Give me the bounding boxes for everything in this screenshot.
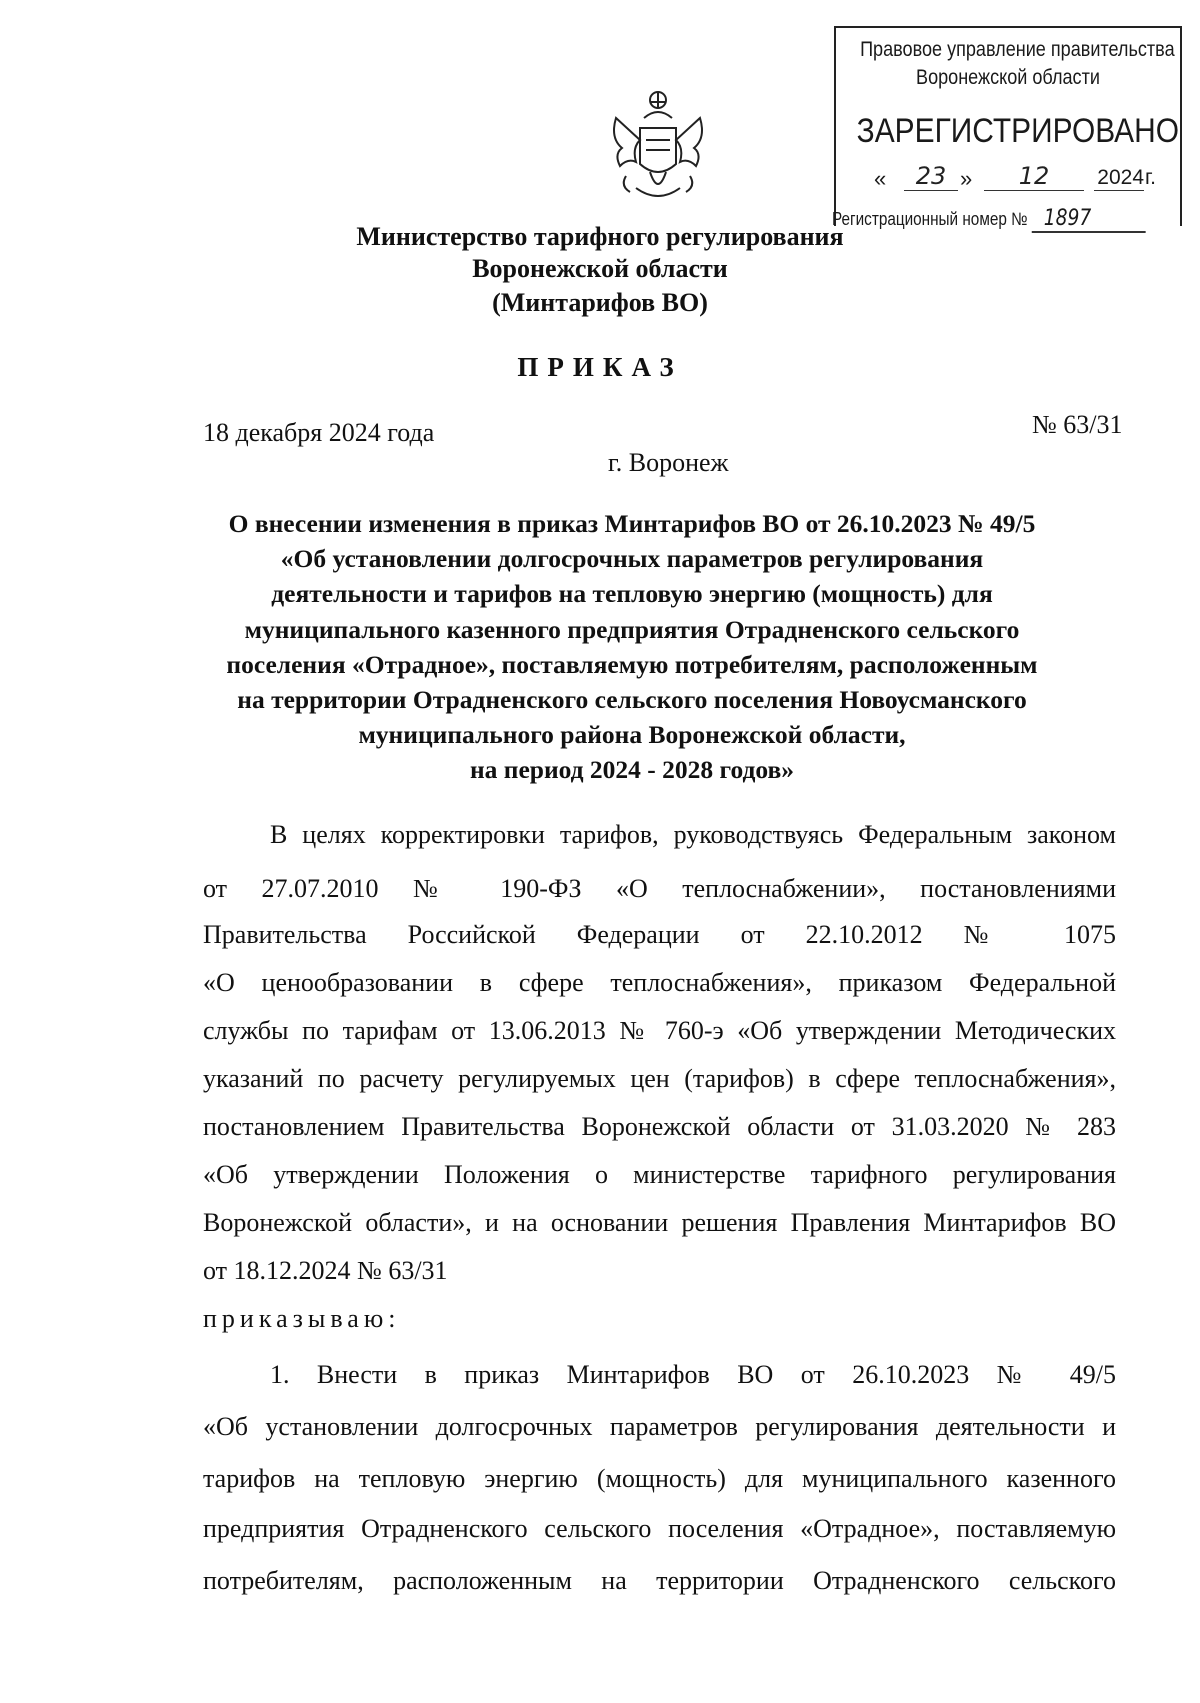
- preamble-line: указаний по расчету регулируемых цен (тарифов) в сфере теплоснабжения»,: [203, 1064, 1116, 1093]
- stamp-org-line2: Воронежской области: [916, 66, 1100, 89]
- subject-line: деятельности и тарифов на тепловую энергию (мощность) для: [271, 579, 993, 609]
- stamp-regno: 1897: [1032, 206, 1146, 233]
- stamp-day: 23: [904, 162, 958, 191]
- preamble-line: от 27.07.2010 № 190-ФЗ «О теплоснабжении», постановлениями: [203, 874, 1116, 903]
- item1-line: «Об установлении долгосрочных параметров регулирования деятельности и: [203, 1412, 1116, 1441]
- preamble-line: «О ценообразовании в сфере теплоснабжения», приказом Федеральной: [203, 968, 1116, 997]
- preamble-line: службы по тарифам от 13.06.2013 № 760-э «Об утверждении Методических: [203, 1016, 1116, 1045]
- document-type: ПРИКАЗ: [517, 352, 683, 382]
- item1-line: предприятия Отрадненского сельского поселения «Отрадное», поставляемую: [203, 1514, 1116, 1543]
- ministry-name-line2: Воронежской области: [472, 254, 728, 283]
- stamp-regno-label: Регистрационный номер №: [832, 209, 1028, 229]
- preamble-line: В целях корректировки тарифов, руководствуясь Федеральным законом: [270, 820, 1116, 849]
- item1-line: потребителям, расположенным на территории Отрадненского сельского: [203, 1566, 1116, 1595]
- document-date: 18 декабря 2024 года: [203, 418, 435, 447]
- document-number: № 63/31: [1032, 410, 1123, 439]
- stamp-quote-open: «: [874, 166, 887, 191]
- stamp-year: 2024: [1094, 166, 1144, 191]
- subject-line: муниципального района Воронежской области,: [358, 720, 906, 750]
- subject-line: на территории Отрадненского сельского поселения Новоусманского: [237, 685, 1027, 715]
- preamble-line: постановлением Правительства Воронежской области от 31.03.2020 № 283: [203, 1112, 1116, 1141]
- subject-line: поселения «Отрадное», поставляемую потребителям, расположенным: [226, 649, 1038, 679]
- document-subject: [170, 506, 1094, 788]
- ministry-short-name: (Минтарифов ВО): [492, 288, 708, 317]
- preamble-line: Воронежской области», и на основании решения Правления Минтарифов ВО: [203, 1208, 1116, 1237]
- stamp-month: 12: [984, 162, 1084, 191]
- item1-line: тарифов на тепловую энергию (мощность) для муниципального казенного: [203, 1464, 1116, 1493]
- item1-line: 1. Внести в приказ Минтарифов ВО от 26.10.2023 № 49/5: [270, 1360, 1116, 1389]
- subject-line: муниципального казенного предприятия Отрадненского сельского: [244, 614, 1020, 644]
- stamp-status: ЗАРЕГИСТРИРОВАНО: [856, 112, 1180, 150]
- stamp-org-line1: Правовое управление правительства: [860, 38, 1175, 61]
- preamble-line: Правительства Российской Федерации от 22.10.2012 № 1075: [203, 920, 1116, 949]
- order-word: приказываю:: [203, 1304, 401, 1333]
- coat-of-arms-icon: [606, 88, 710, 206]
- registration-stamp: [832, 26, 1182, 231]
- preamble-line: от 18.12.2024 № 63/31: [203, 1256, 448, 1285]
- subject-line: «Об установлении долгосрочных параметров регулирования: [280, 544, 984, 574]
- subject-line: на период 2024 - 2028 годов»: [469, 755, 795, 785]
- stamp-year-suffix: г.: [1145, 166, 1156, 189]
- document-city: г. Воронеж: [608, 448, 729, 477]
- stamp-quote-close: »: [960, 166, 973, 191]
- ministry-name-line1: Министерство тарифного регулирования: [356, 222, 844, 251]
- subject-line: О внесении изменения в приказ Минтарифов ВО от 26.10.2023 № 49/5: [228, 509, 1036, 538]
- preamble-line: «Об утверждении Положения о министерстве тарифного регулирования: [203, 1160, 1116, 1189]
